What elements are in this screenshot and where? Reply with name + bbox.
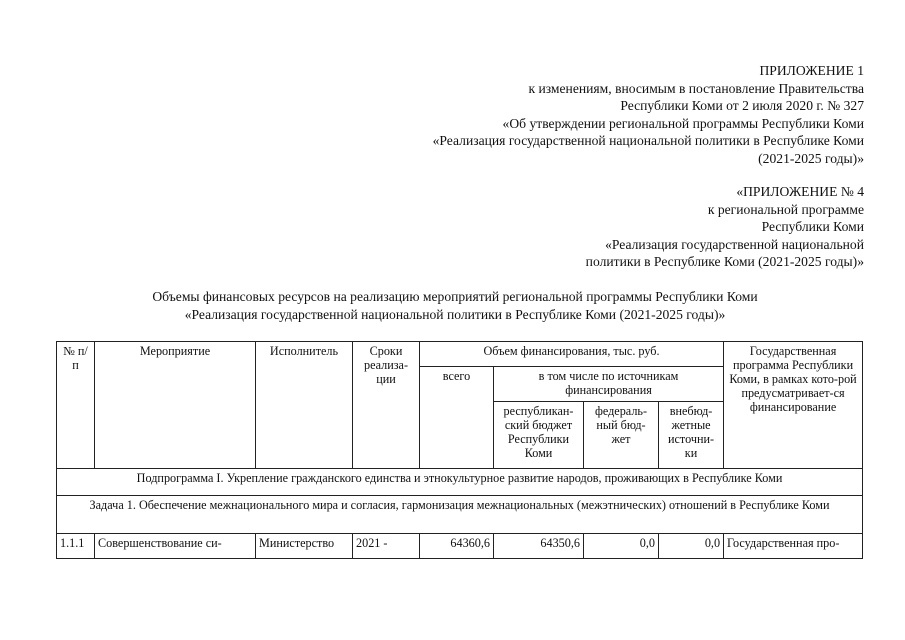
header-program: Государственная программа Республики Коми, в рамках кото-рой предусматривает-ся финансирование [724, 342, 863, 469]
subprogram-row: Подпрограмма I. Укрепление гражданского единства и этнокультурное развитие народов, проживающих в Республике Коми [57, 469, 863, 496]
header-sources: в том числе по источникам финансирования [494, 367, 724, 402]
appendix-1-line: «Реализация государственной национальной политики в Республике Коми [432, 133, 864, 149]
header-executor: Исполнитель [256, 342, 353, 469]
appendix-4-line: к региональной программе [707, 201, 864, 217]
document-title-line: «Реализация государственной национальной политики в Республике Коми (2021-2025 годы)» [184, 306, 726, 322]
cell-event: Совершенствование си- [95, 534, 256, 559]
cell-republic-budget: 64350,6 [494, 534, 584, 559]
appendix-1-line: (2021-2025 годы)» [758, 150, 864, 166]
cell-num: 1.1.1 [57, 534, 95, 559]
appendix-1-line: к изменениям, вносимым в постановление Правительства [528, 80, 864, 96]
cell-offbudget: 0,0 [659, 534, 724, 559]
header-event: Мероприятие [95, 342, 256, 469]
header-offbudget: внебюд-жетные источни-ки [659, 402, 724, 469]
task-row: Задача 1. Обеспечение межнационального мира и согласия, гармонизация межнациональных (межэтнических) отношений в Республике Коми [57, 496, 863, 534]
cell-program: Государственная про- [724, 534, 863, 559]
header-republic-budget: республикан-ский бюджет Республики Коми [494, 402, 584, 469]
cell-executor: Министерство [256, 534, 353, 559]
appendix-4-line: политики в Республике Коми (2021-2025 годы)» [585, 254, 864, 270]
financing-table [56, 341, 863, 559]
cell-period: 2021 - [353, 534, 420, 559]
appendix-1-line: Республики Коми от 2 июля 2020 г. № 327 [620, 98, 864, 114]
cell-total: 64360,6 [420, 534, 494, 559]
appendix-4-line: «ПРИЛОЖЕНИЕ № 4 [736, 184, 864, 199]
appendix-4-line: «Реализация государственной национальной [605, 236, 864, 252]
document-title-line: Объемы финансовых ресурсов на реализацию мероприятий региональной программы Республики Коми [152, 289, 758, 304]
document-title [60, 288, 850, 323]
header-num: № п/п [57, 342, 95, 469]
header-federal-budget: федераль-ный бюд-жет [584, 402, 659, 469]
cell-federal-budget: 0,0 [584, 534, 659, 559]
appendix-4-header [586, 183, 864, 271]
header-period: Сроки реализа-ции [353, 342, 420, 469]
appendix-1-header [433, 62, 864, 168]
table-row [57, 534, 863, 559]
header-volume: Объем финансирования, тыс. руб. [420, 342, 724, 367]
appendix-4-line: Республики Коми [761, 219, 864, 235]
appendix-1-line: «Об утверждении региональной программы Республики Коми [502, 115, 864, 131]
header-total: всего [420, 367, 494, 469]
appendix-1-line: ПРИЛОЖЕНИЕ 1 [759, 63, 864, 78]
